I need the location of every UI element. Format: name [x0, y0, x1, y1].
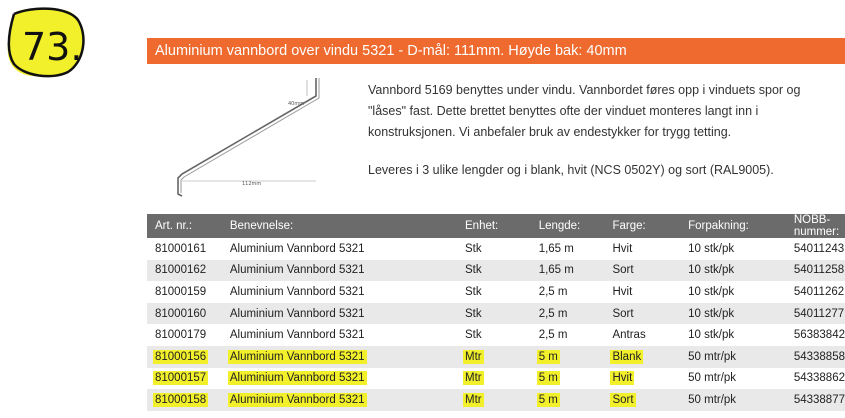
cell	[222, 368, 457, 390]
cell: Aluminium Vannbord 5321	[222, 260, 457, 282]
cell: 10 stk/pk	[688, 285, 735, 298]
col-nobb: NOBB-nummer:	[786, 214, 845, 238]
cell	[147, 346, 222, 368]
cell	[531, 346, 605, 368]
description-paragraph-1: Vannbord 5169 benyttes under vindu. Vannbordet føres opp i vinduets spor og "låses" fast. Dette brettet benyttes ofte der vinduet monteres langt inn i konstruksjonen. Vi anbefaler bruk av endestykker for trygg tetting.	[368, 83, 801, 139]
cell	[222, 346, 457, 368]
col-art-nr: Art. nr.:	[147, 214, 222, 238]
highlighted-text: 5 m	[538, 350, 558, 363]
cell	[457, 389, 531, 411]
height-label: 40mm	[288, 101, 305, 107]
cell	[457, 368, 531, 390]
cell: 50 mtr/pk	[688, 372, 737, 385]
cell: 54338877	[786, 389, 845, 411]
highlighted-text: 5 m	[538, 393, 558, 406]
cell	[147, 389, 222, 411]
highlighted-text: 81000158	[155, 393, 207, 406]
cell: Aluminium Vannbord 5321	[229, 242, 365, 255]
cell: 2,5 m	[531, 303, 605, 325]
col-lengde: Lengde:	[531, 214, 605, 238]
handwritten-number-badge	[2, 4, 92, 80]
col-forpakning: Forpakning:	[680, 214, 786, 238]
cell	[222, 389, 457, 411]
cell	[604, 368, 680, 390]
product-title-bar: Aluminium vannbord over vindu 5321 - D-mål: 111mm. Høyde bak: 40mm	[147, 38, 845, 64]
table-row	[147, 324, 845, 346]
product-description	[368, 80, 818, 198]
highlighted-text: Aluminium Vannbord 5321	[229, 350, 365, 363]
cell	[147, 368, 222, 390]
cell	[531, 389, 605, 411]
cell: 54011258	[786, 260, 845, 282]
cell: 50 mtr/pk	[680, 389, 786, 411]
cell: 81000162	[147, 260, 222, 282]
cell: 54011277	[786, 303, 845, 325]
table-row	[147, 346, 845, 368]
cell: 54338858	[786, 346, 845, 368]
width-label: 112mm	[242, 181, 262, 187]
highlighted-text: 5 m	[538, 372, 558, 385]
cell: Sort	[604, 303, 680, 325]
cell: Aluminium Vannbord 5321	[222, 303, 457, 325]
cell: 81000161	[155, 242, 207, 255]
table-row	[147, 389, 845, 411]
cell: Stk	[457, 303, 531, 325]
cell	[604, 389, 680, 411]
cell: Sort	[604, 260, 680, 282]
highlighted-text: Aluminium Vannbord 5321	[229, 372, 365, 385]
table-row	[147, 368, 845, 390]
cell: Stk	[457, 260, 531, 282]
cell: Stk	[465, 242, 482, 255]
cell: 10 stk/pk	[680, 303, 786, 325]
table-row	[147, 303, 845, 325]
badge-number: 73.	[22, 25, 83, 69]
cell: Stk	[465, 285, 482, 298]
cell: 81000160	[147, 303, 222, 325]
highlighted-text: Sort	[612, 393, 634, 406]
cell: 10 stk/pk	[680, 260, 786, 282]
cell: 10 stk/pk	[688, 242, 735, 255]
highlighted-text: Mtr	[465, 393, 482, 406]
col-farge: Farge:	[604, 214, 680, 238]
cell: 1,65 m	[531, 260, 605, 282]
description-paragraph-2: Leveres i 3 ulike lengder og i blank, hvit (NCS 0502Y) og sort (RAL9005).	[368, 163, 774, 177]
cell: 81000159	[155, 285, 207, 298]
highlighted-text: 81000157	[155, 372, 207, 385]
cell: Stk	[465, 329, 482, 342]
cell: Aluminium Vannbord 5321	[229, 329, 365, 342]
cell: 2,5 m	[538, 329, 568, 342]
cell: 56383842	[793, 329, 845, 342]
table-row	[147, 260, 845, 282]
cell: Aluminium Vannbord 5321	[229, 285, 365, 298]
highlighted-text: Hvit	[612, 372, 633, 385]
table-header-row	[147, 214, 845, 238]
table-row	[147, 238, 845, 260]
cell: 50 mtr/pk	[680, 346, 786, 368]
cell: 54011262	[793, 285, 845, 298]
cell: 54011243	[793, 242, 845, 255]
highlighted-text: Aluminium Vannbord 5321	[229, 393, 365, 406]
cell: 81000179	[155, 329, 207, 342]
highlighted-text: Mtr	[465, 372, 482, 385]
cell: Antras	[612, 329, 646, 342]
cell: 10 stk/pk	[688, 329, 735, 342]
cell	[457, 346, 531, 368]
table-row	[147, 281, 845, 303]
highlighted-text: 81000156	[155, 350, 207, 363]
cell	[604, 346, 680, 368]
cell: Hvit	[612, 285, 633, 298]
product-table	[147, 214, 845, 411]
highlighted-text: Blank	[612, 350, 642, 363]
col-benevnelse: Benevnelse:	[222, 214, 457, 238]
cell: 1,65 m	[538, 242, 574, 255]
cell: 2,5 m	[538, 285, 568, 298]
cell: 54338862	[793, 372, 845, 385]
cell	[531, 368, 605, 390]
profile-diagram	[170, 74, 330, 202]
col-enhet: Enhet:	[457, 214, 531, 238]
cell: Hvit	[612, 242, 633, 255]
highlighted-text: Mtr	[465, 350, 482, 363]
